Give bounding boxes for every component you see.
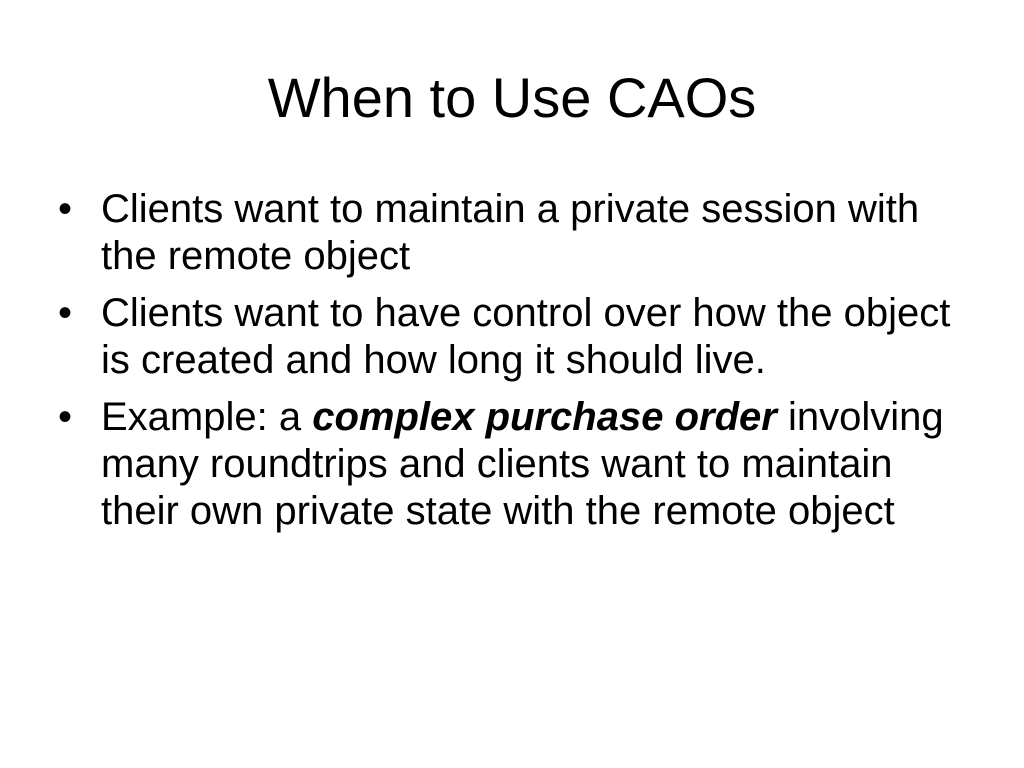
bullet-text: Clients want to maintain a private session with the remote object	[101, 187, 920, 278]
bullet-item-example	[58, 394, 978, 535]
bullet-glyph: •	[58, 187, 73, 231]
bullet-list	[58, 186, 978, 545]
bullet-text-prefix: Example: a	[101, 395, 313, 439]
bullet-glyph: •	[58, 291, 73, 335]
bullet-text-suffix: involving many roundtrips and clients want to maintain their own private state with the remote object	[101, 395, 944, 533]
slide-title: When to Use CAOs	[267, 66, 757, 129]
bullet-item-control-lifetime	[58, 290, 978, 384]
bullet-text: Clients want to have control over how the object is created and how long it should live.	[101, 291, 951, 382]
bullet-glyph: •	[58, 395, 73, 439]
bullet-emphasis: complex purchase order	[312, 395, 777, 439]
bullet-item-private-session	[58, 186, 978, 280]
